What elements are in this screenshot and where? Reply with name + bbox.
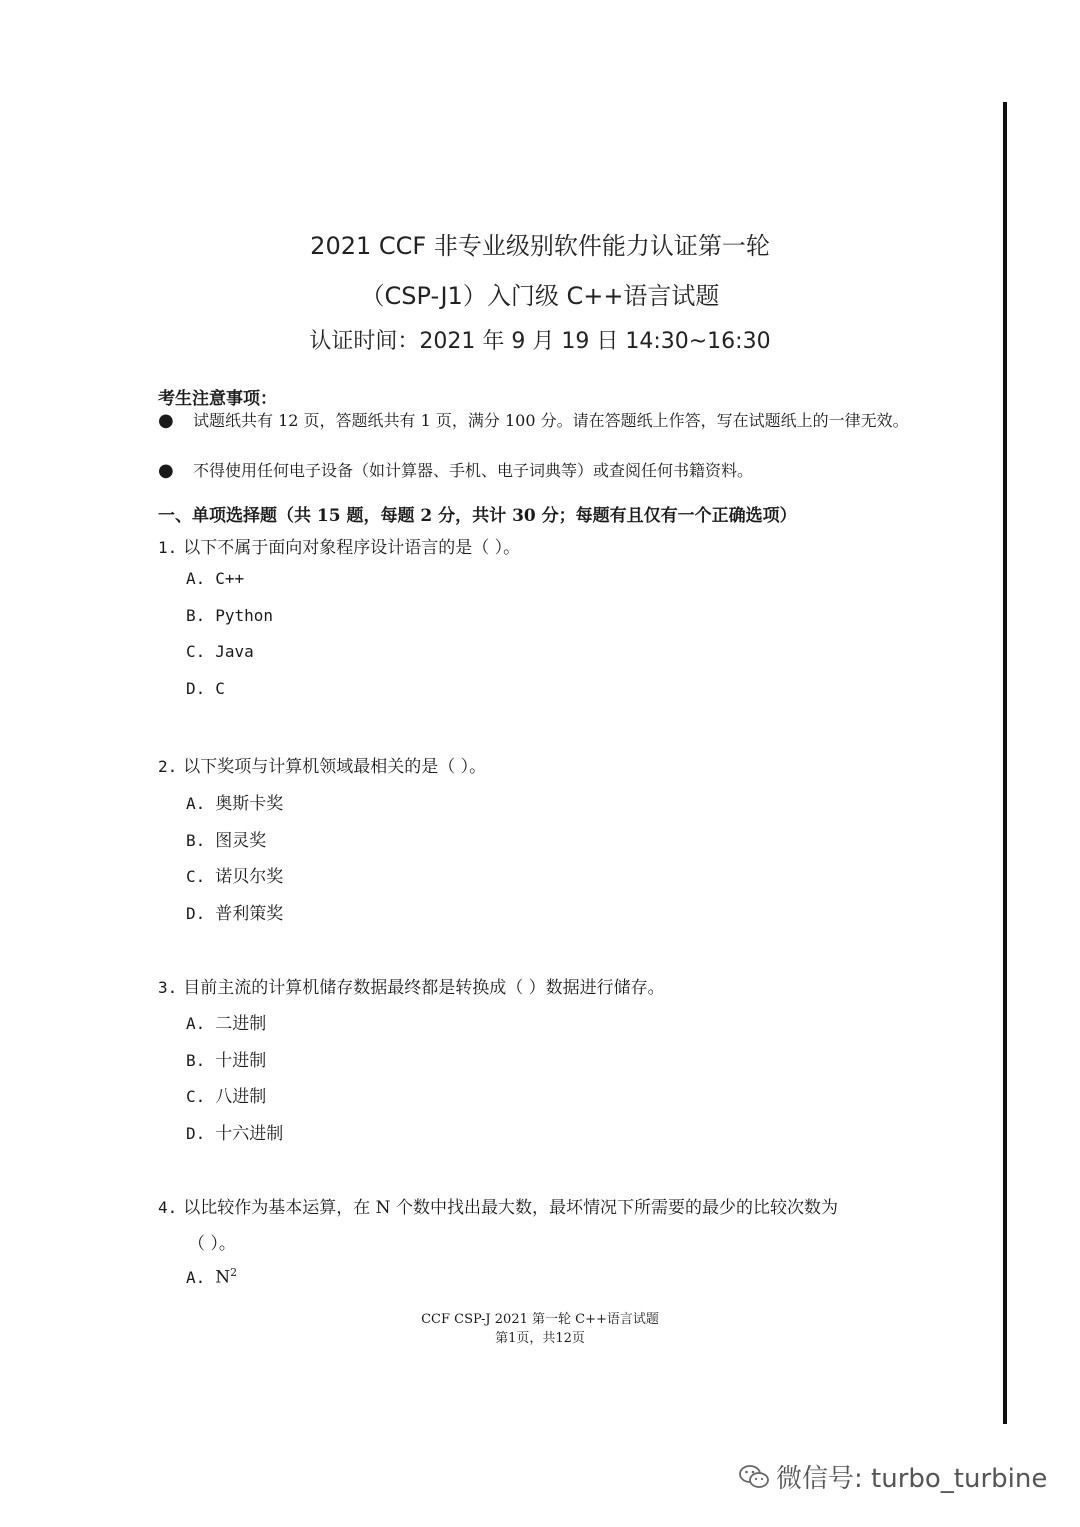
option-text: 十进制 [215, 1051, 267, 1071]
question-text: 以比较作为基本运算，在 N 个数中找出最大数，最坏情况下所需要的最少的比较次数为 [183, 1198, 838, 1218]
notice-item-text: 不得使用任何电子设备（如计算器、手机、电子词典等）或查阅任何书籍资料。 [193, 461, 754, 480]
option-text: N [215, 1267, 231, 1288]
option [186, 606, 273, 626]
option-text: 八进制 [215, 1087, 267, 1107]
option-key: B. [186, 831, 206, 850]
option [186, 1082, 266, 1107]
option-text: C [215, 679, 225, 698]
option-key: D. [186, 679, 206, 698]
option [186, 826, 266, 851]
question-number: 3. [158, 978, 178, 997]
bullet-icon: ● [158, 410, 174, 431]
option [186, 899, 283, 924]
option-text: 二进制 [215, 1014, 267, 1034]
notice-item-text: 试题纸共有 12 页，答题纸共有 1 页，满分 100 分。请在答题纸上作答，写在试题纸上的一律无效。 [193, 411, 909, 430]
notice-heading: 考生注意事项： [158, 389, 277, 409]
option-key: D. [186, 1124, 206, 1143]
option [186, 1046, 266, 1071]
option-key: D. [186, 904, 206, 923]
footer-title: CCF CSP-J 2021 第一轮 C++语言试题 [421, 1312, 659, 1327]
option [186, 862, 283, 887]
option-key: B. [186, 606, 206, 625]
question-4 [158, 1193, 838, 1218]
question-text-continued: （ ）。 [188, 1234, 236, 1254]
option [186, 1009, 266, 1034]
bullet-icon: ● [158, 460, 174, 481]
option [186, 679, 225, 699]
question-number: 1. [158, 538, 178, 557]
option-text: 普利策奖 [215, 904, 284, 924]
option-text: Python [215, 606, 274, 625]
option-text: Java [215, 642, 254, 661]
option-key: C. [186, 867, 206, 886]
wechat-icon [738, 1463, 770, 1491]
option [186, 1266, 237, 1288]
question-2 [158, 752, 486, 777]
option [186, 789, 283, 814]
option [186, 1119, 283, 1144]
exam-title: 2021 CCF 非专业级别软件能力认证第一轮 [310, 232, 770, 260]
option-key: A. [186, 1267, 206, 1287]
option-key: C. [186, 1087, 206, 1106]
option-key: A. [186, 794, 206, 813]
option-text: 十六进制 [215, 1124, 284, 1144]
exam-time: 认证时间：2021 年 9 月 19 日 14:30~16:30 [309, 329, 771, 354]
question-text: 以下奖项与计算机领域最相关的是（ ）。 [183, 757, 487, 777]
option-text: 诺贝尔奖 [215, 867, 284, 887]
option-text: 图灵奖 [215, 831, 267, 851]
option-key: A. [186, 1014, 206, 1033]
exam-subtitle: （CSP-J1）入门级 C++语言试题 [360, 282, 720, 310]
section-heading: 一、单项选择题（共 15 题，每题 2 分，共计 30 分；每题有且仅有一个正确选项） [158, 506, 797, 526]
watermark [738, 1458, 1047, 1495]
option-superscript: 2 [230, 1266, 238, 1279]
option [186, 642, 254, 662]
footer-page-number: 第1页，共12页 [495, 1331, 585, 1346]
question-3 [158, 973, 665, 998]
watermark-text: 微信号: turbo_turbine [776, 1464, 1048, 1494]
option-key: C. [186, 642, 206, 661]
option-text: 奥斯卡奖 [215, 794, 284, 814]
question-number: 4. [158, 1198, 178, 1217]
option [186, 569, 244, 589]
question-text: 以下不属于面向对象程序设计语言的是（ ）。 [183, 538, 521, 558]
option-text: C++ [215, 569, 245, 588]
question-1 [158, 533, 520, 558]
option-key: A. [186, 569, 206, 588]
option-key: B. [186, 1051, 206, 1070]
question-text: 目前主流的计算机储存数据最终都是转换成（ ）数据进行储存。 [183, 978, 665, 998]
question-number: 2. [158, 757, 178, 776]
